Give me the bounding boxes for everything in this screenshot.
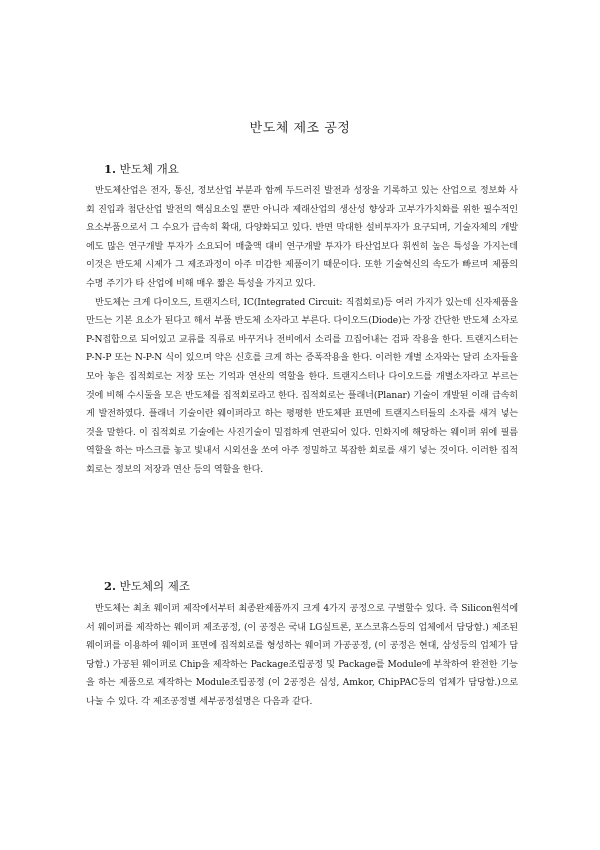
section-1-heading (104, 161, 179, 177)
section-1-paragraph-1: 반도체산업은 전자, 통신, 정보산업 부분과 함께 두드러진 발전과 성장을 기록하고 있는 산업으로 정보화 사회 진입과 첨단산업 발전의 핵심요소일 뿐만 아니라 제래산업의 생산성 향상과 고부가가치화를 위한 필수적인 요소부품으로서 그 수요가 급속히 확대, 다양화되고 있다. 반면 막대한 설비투자가 요구되며, 기술자체의 개발에도 많은 연구개발 투자가 소요되어 매출액 대비 연구개발 투자가 타산업보다 휘씬히 높은 특성을 가지는데 이것은 반도체 시제가 그 제조과정이 아주 미감한 제품이기 때문이다. 또한 기술혁신의 속도가 빠르며 제품의 수명 주기가 타 산업에 비해 매우 짧은 특성을 가지고 있다. (86, 186, 518, 289)
section-1-paragraph-2: 반도체는 크게 다이오드, 트랜지스터, IC(Integrated Circuit: 직접회로)등 여러 가지가 있는데 신자제품을 만드는 기본 요소가 된다고 해서 부품 반도체 소자라고 부른다. 다이오드(Diode)는 가장 간단한 반도체 소자로 P-N접합으로 되어있고 교류를 직류로 바꾸거나 전비에서 소리를 끄집어내는 검파 작용을 한다. 트랜지스터는 P-N-P 또는 N-P-N 식이 있으며 약은 신호를 크게 하는 증폭작용을 한다. 이러한 개별 소자와는 달리 소자들을 모아 놓은 집적회로는 저장 또는 기억과 연산의 역할을 한다. 트랜지스터나 다이오드를 개별소자라고 부르는 것에 비해 수시둘을 모은 반도체를 집적회로라고 한다. 집적회로는 플래너(Planar) 기술이 개발된 이래 급속히게 발전하였다. 플래너 기술이란 웨이퍼라고 하는 평평한 반도체판 표면에 트랜지스터들의 소자를 새겨 넣는 것을 말한다. 이 집적회로 기술에는 사진기술이 밀접하게 연관되어 있다. 인화지에 해당하는 웨이퍼 위에 필름 역할을 하는 마스크를 놓고 빛내서 시외선을 쏘여 아주 정밀하고 복잡한 회로를 새기 넣는 것이다. 이러한 집적회로는 정보의 저장과 연산 등의 역할을 한다. (86, 297, 518, 475)
section-2-body (86, 600, 518, 712)
document-title: 반도체 제조 공정 (249, 121, 351, 136)
section-2-title: 반도체의 제조 (119, 579, 190, 593)
section-1-title: 반도체 개요 (119, 162, 179, 176)
section-2-heading (104, 578, 190, 594)
section-1-number: 1. (104, 162, 117, 176)
section-2-number: 2. (104, 579, 117, 593)
section-1-body (86, 182, 518, 480)
section-2-paragraph-1: 반도체는 최초 웨이퍼 제작에서부터 최종완제품까지 크게 4가지 공정으로 구별할수 있다. 즉 Silicon원석에서 웨이퍼를 제작하는 웨이퍼 제조공정, (이 공정은 국내 LG실트론, 포스코휴스등의 업체에서 담당함.) 제조된 웨이퍼를 이용하여 웨이퍼 표면에 집적회로를 형성하는 웨이퍼 가공공정, (이 공정은 현대, 삼성등의 업체가 담당함.) 가공된 웨이퍼로 Chip을 제작하는 Package조립공정 및 Package를 Module에 부착하여 완전한 기능을 하는 제품으로 제작하는 Module조립공정 (이 2공정은 심성, Amkor, ChipPAC등의 업체가 담당함.)으로 나눌 수 있다. 각 제조공정별 세부공정설명은 다음과 같다. (86, 604, 518, 707)
